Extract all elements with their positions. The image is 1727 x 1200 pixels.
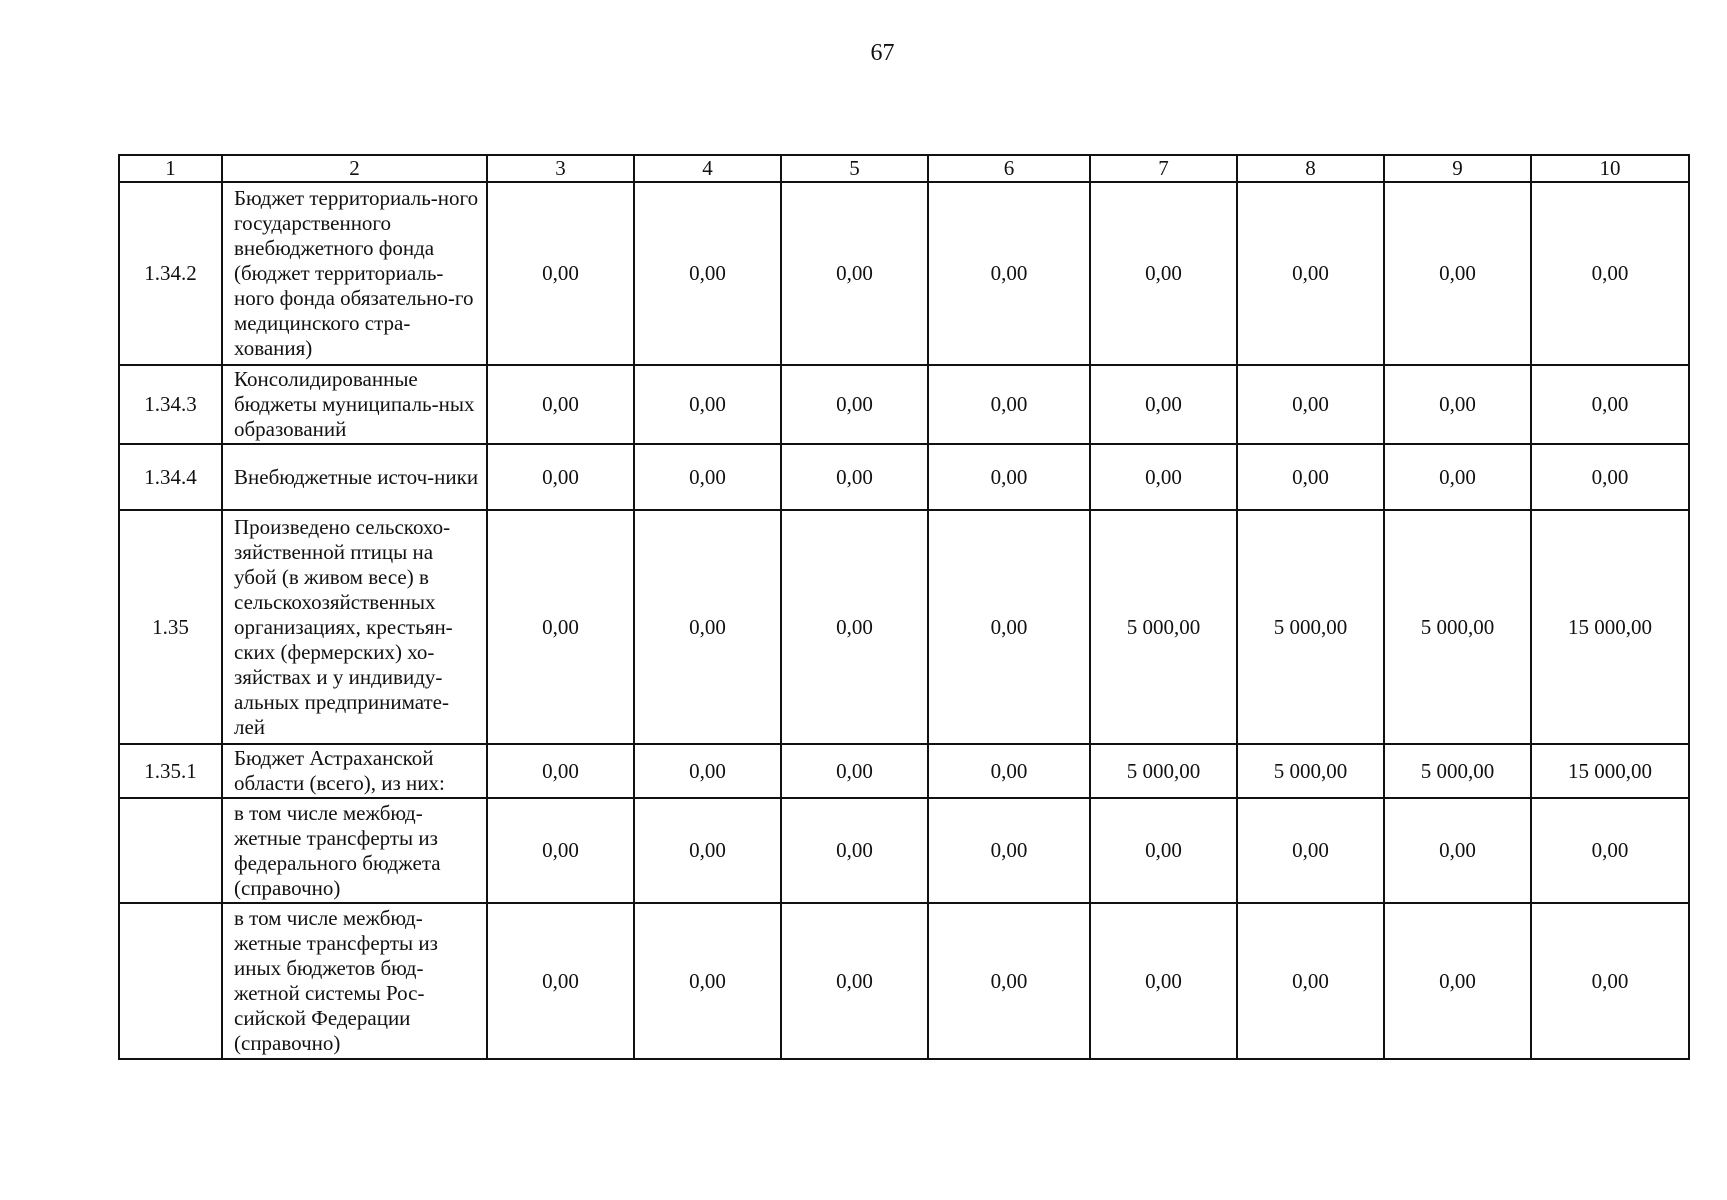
cell-value: 15 000,00 — [1531, 744, 1689, 798]
cell-value: 0,00 — [781, 444, 928, 510]
column-header: 8 — [1237, 155, 1384, 182]
cell-value: 0,00 — [1090, 903, 1237, 1059]
cell-value: 0,00 — [781, 903, 928, 1059]
column-header: 3 — [487, 155, 634, 182]
cell-value: 0,00 — [1090, 182, 1237, 365]
row-name: в том числе межбюд-жетные трансферты из федерального бюджета (справочно) — [222, 798, 487, 903]
cell-value: 5 000,00 — [1237, 744, 1384, 798]
table-row — [119, 510, 1689, 744]
cell-value: 0,00 — [1090, 365, 1237, 444]
row-code — [119, 903, 222, 1059]
cell-value: 0,00 — [1384, 365, 1531, 444]
column-header: 4 — [634, 155, 781, 182]
cell-value: 0,00 — [487, 903, 634, 1059]
row-name: Внебюджетные источ-ники — [222, 444, 487, 510]
cell-value: 0,00 — [1237, 365, 1384, 444]
column-header: 5 — [781, 155, 928, 182]
cell-value: 0,00 — [1090, 798, 1237, 903]
cell-value: 0,00 — [781, 182, 928, 365]
cell-value: 0,00 — [781, 744, 928, 798]
cell-value: 0,00 — [634, 798, 781, 903]
cell-value: 0,00 — [1531, 182, 1689, 365]
column-header: 9 — [1384, 155, 1531, 182]
cell-value: 0,00 — [634, 744, 781, 798]
column-header: 6 — [928, 155, 1090, 182]
row-code: 1.35.1 — [119, 744, 222, 798]
cell-value: 0,00 — [634, 365, 781, 444]
cell-value: 0,00 — [1237, 182, 1384, 365]
cell-value: 0,00 — [634, 510, 781, 744]
table-row — [119, 365, 1689, 444]
header-row — [119, 155, 1689, 182]
row-name: Произведено сельскохо-зяйственной птицы на убой (в живом весе) в сельскохозяйственных организациях, крестьян-ских (фермерских) хо-зяйствах и у индивиду-альных предпринимате-лей — [222, 510, 487, 744]
page-number: 67 — [870, 40, 895, 66]
cell-value: 5 000,00 — [1237, 510, 1384, 744]
cell-value: 0,00 — [1531, 798, 1689, 903]
cell-value: 0,00 — [928, 744, 1090, 798]
column-header: 1 — [119, 155, 222, 182]
table-row — [119, 182, 1689, 365]
cell-value: 0,00 — [781, 510, 928, 744]
row-code — [119, 798, 222, 903]
cell-value: 0,00 — [487, 182, 634, 365]
cell-value: 0,00 — [487, 744, 634, 798]
cell-value: 0,00 — [928, 510, 1090, 744]
row-code: 1.34.3 — [119, 365, 222, 444]
row-name: Бюджет Астраханской области (всего), из них: — [222, 744, 487, 798]
cell-value: 15 000,00 — [1531, 510, 1689, 744]
cell-value: 0,00 — [634, 903, 781, 1059]
cell-value: 0,00 — [634, 182, 781, 365]
row-name: Бюджет территориаль-ного государственного внебюджетного фонда (бюджет территориаль-ного фонда обязательно-го медицинского стра-хования) — [222, 182, 487, 365]
cell-value: 0,00 — [1237, 903, 1384, 1059]
row-name: в том числе межбюд-жетные трансферты из иных бюджетов бюд-жетной системы Рос-сийской Федерации (справочно) — [222, 903, 487, 1059]
cell-value: 0,00 — [1531, 903, 1689, 1059]
budget-table — [118, 154, 1690, 1060]
cell-value: 0,00 — [1237, 444, 1384, 510]
row-code: 1.34.4 — [119, 444, 222, 510]
cell-value: 0,00 — [1090, 444, 1237, 510]
row-code: 1.34.2 — [119, 182, 222, 365]
cell-value: 0,00 — [634, 444, 781, 510]
cell-value: 0,00 — [1531, 444, 1689, 510]
cell-value: 0,00 — [1384, 903, 1531, 1059]
cell-value: 0,00 — [928, 444, 1090, 510]
cell-value: 0,00 — [1531, 365, 1689, 444]
table-row — [119, 903, 1689, 1059]
cell-value: 0,00 — [781, 365, 928, 444]
cell-value: 5 000,00 — [1384, 744, 1531, 798]
table-row — [119, 744, 1689, 798]
cell-value: 0,00 — [1384, 182, 1531, 365]
column-header: 10 — [1531, 155, 1689, 182]
cell-value: 0,00 — [487, 444, 634, 510]
budget-table-wrapper — [118, 154, 1688, 1060]
cell-value: 5 000,00 — [1090, 510, 1237, 744]
cell-value: 0,00 — [487, 510, 634, 744]
cell-value: 5 000,00 — [1090, 744, 1237, 798]
column-header: 2 — [222, 155, 487, 182]
table-row — [119, 444, 1689, 510]
cell-value: 0,00 — [1237, 798, 1384, 903]
cell-value: 0,00 — [928, 365, 1090, 444]
cell-value: 0,00 — [781, 798, 928, 903]
cell-value: 0,00 — [928, 798, 1090, 903]
cell-value: 0,00 — [1384, 444, 1531, 510]
row-name: Консолидированные бюджеты муниципаль-ных образований — [222, 365, 487, 444]
cell-value: 0,00 — [1384, 798, 1531, 903]
row-code: 1.35 — [119, 510, 222, 744]
cell-value: 0,00 — [487, 798, 634, 903]
cell-value: 5 000,00 — [1384, 510, 1531, 744]
cell-value: 0,00 — [928, 903, 1090, 1059]
column-header: 7 — [1090, 155, 1237, 182]
cell-value: 0,00 — [928, 182, 1090, 365]
table-row — [119, 798, 1689, 903]
cell-value: 0,00 — [487, 365, 634, 444]
